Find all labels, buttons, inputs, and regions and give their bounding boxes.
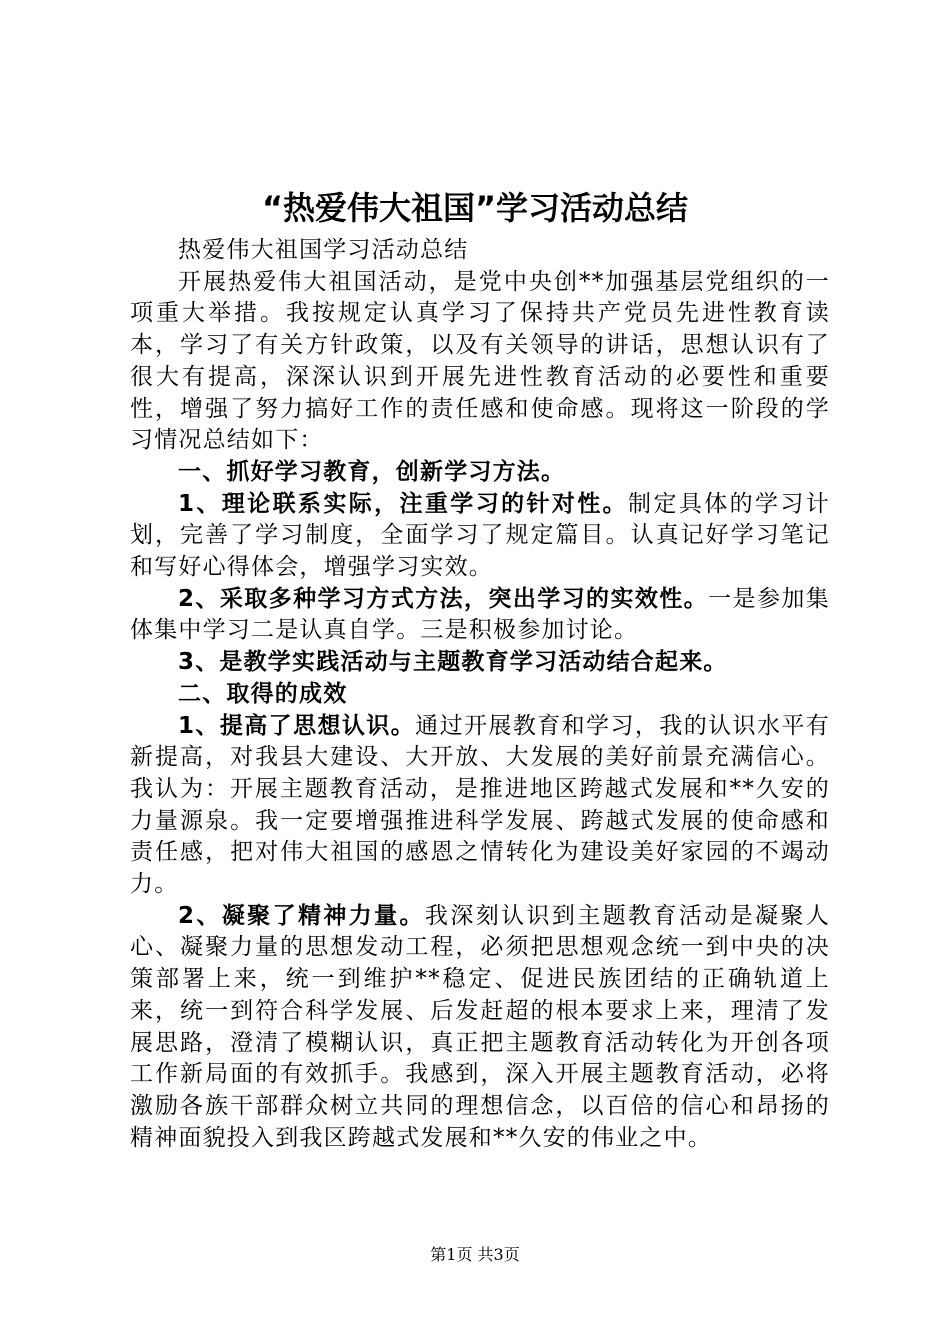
document-title: “热爱伟大祖国”学习活动总结 <box>261 189 689 227</box>
section2-item1 <box>130 711 830 901</box>
section1-item2-text: 一是参加集体集中学习二是认真自学。三是积极参加讨论。 <box>130 585 831 644</box>
section2-item2 <box>130 901 830 1155</box>
document-subtitle: 热爱伟大祖国学习活动总结 <box>178 237 469 263</box>
section2-item1-lead: 1、提高了思想认识。 <box>178 712 416 739</box>
section2-item2-text: 我深刻认识到主题教育活动是凝聚人心、凝聚力量的思想发动工程，必须把思想观念统一到中央的决策部署上来，统一到维护**稳定、促进民族团结的正确轨道上来，统一到符合科学发展、后发赶超的根本要求上来，理清了发展思路，澄清了模糊认识，真正把主题教育活动转化为开创各项工作新局面的有效抓手。我感到，深入开展主题教育活动，必将激励各族干部群众树立共同的理想信念，以百倍的信心和昂扬的精神面貌投入到我区跨越式发展和**久安的伟业之中。 <box>130 902 830 1151</box>
section2-item1-text: 通过开展教育和学习，我的认识水平有新提高，对我县大建设、大开放、大发展的美好前景充满信心。我认为：开展主题教育活动，是推进地区跨越式发展和**久安的力量源泉。我一定要增强推进科学发展、跨越式发展的使命感和责任感，把对伟大祖国的感恩之情转化为建设美好家园的不竭动力。 <box>130 712 830 898</box>
section1-item2 <box>130 584 830 647</box>
section1-item3-lead: 3、是教学实践活动与主题教育学习活动结合起来。 <box>178 649 728 676</box>
section1-item1-lead: 1、理论联系实际，注重学习的针对性。 <box>178 490 629 517</box>
intro-paragraph: 开展热爱伟大祖国活动，是党中央创**加强基层党组织的一项重大举措。我按规定认真学习了保持共产党员先进性教育读本，学习了有关方针政策，以及有关领导的讲话，思想认识有了很大有提高，深深认识到开展先进性教育活动的必要性和重要性，增强了努力搞好工作的责任感和使命感。现将这一阶段的学习情况总结如下： <box>130 268 830 454</box>
page-footer: 第1页 共3页 <box>430 1245 520 1264</box>
section1-heading: 一、抓好学习教育，创新学习方法。 <box>178 458 566 485</box>
section1-item1-text: 制定具体的学习计划，完善了学习制度，全面学习了规定篇目。认真记好学习笔记和写好心得体会，增强学习实效。 <box>130 490 830 581</box>
section2-heading: 二、取得的成效 <box>178 680 348 707</box>
section1-item3 <box>130 647 830 679</box>
section2-item2-lead: 2、凝聚了精神力量。 <box>178 902 425 929</box>
section1-item1 <box>130 489 830 584</box>
section1-item2-lead: 2、采取多种学习方式方法，突出学习的实效性。 <box>178 585 709 612</box>
document-body <box>130 235 830 1154</box>
